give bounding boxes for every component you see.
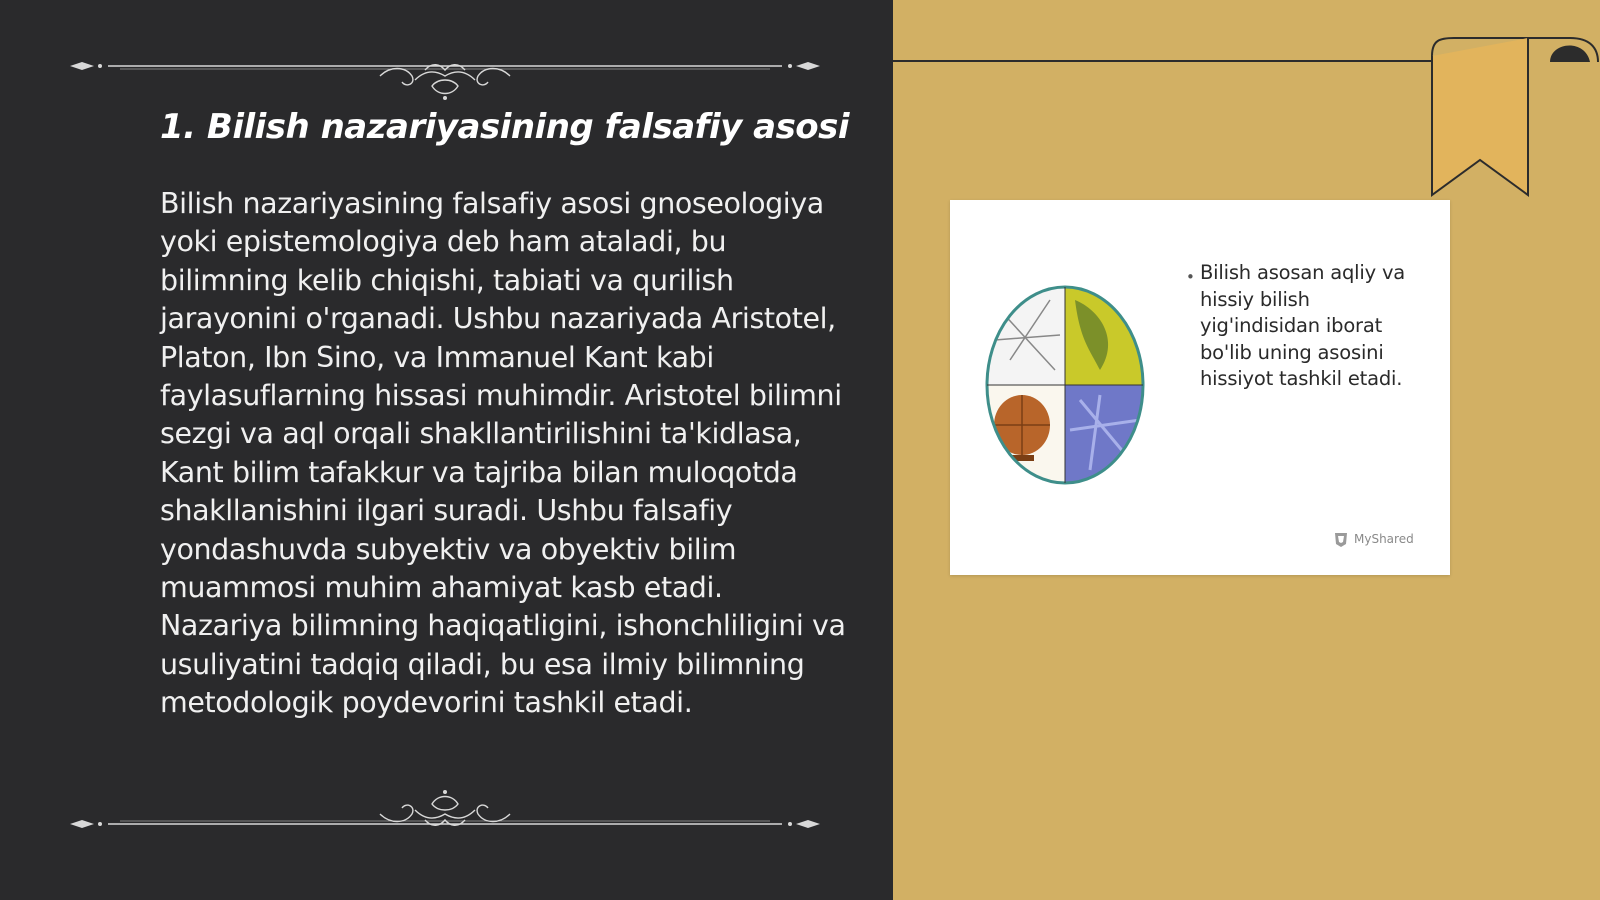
accent-line: [893, 60, 1438, 62]
slide-body-text: Bilish nazariyasining falsafiy asosi gnoseologiya yoki epistemologiya deb ham ataladi, bu bilimning kelib chiqishi, tabiati va qurilish jarayonini o'rganadi. Ushbu nazariyada Aristotel, Platon, Ibn Sino, va Immanuel Kant kabi faylasuflarning hissasi muhimdir. Aristotel bilimni sezgi va aql orqali shakllantirilishini ta'kidlasa, Kant bilim tafakkur va tajriba bilan muloqotda shakllanishini ilgari suradi. Ushbu falsafiy yondashuvda subyektiv va obyektiv bilim muammosi muhim ahamiyat kasb etadi. Nazariya bilimning haqiqatligini, ishonchliligini va usuliyatini tadqiq qiladi, bu esa ilmiy bilimning metodologik poydevorini tashkil etadi.: [160, 187, 846, 720]
watermark-logo: [1332, 530, 1414, 548]
globe-quadrants-icon: [980, 280, 1150, 490]
card-bullet: •: [1186, 268, 1195, 286]
card-caption: Bilish asosan aqliy va hissiy bilish yig'indisidan iborat bo'lib uning asosini hissiyot tashkil etadi.: [1200, 261, 1406, 390]
slide-title: 1. Bilish nazariyasining falsafiy asosi: [160, 107, 850, 147]
myshared-logo-icon: [1332, 530, 1350, 548]
watermark-logo-text: MyShared: [1354, 532, 1414, 546]
ornament-bottom-icon: [60, 770, 830, 830]
bookmark-ribbon-icon: [1430, 30, 1600, 200]
illustration-card: [950, 200, 1450, 575]
ornament-top-icon: [60, 40, 830, 100]
